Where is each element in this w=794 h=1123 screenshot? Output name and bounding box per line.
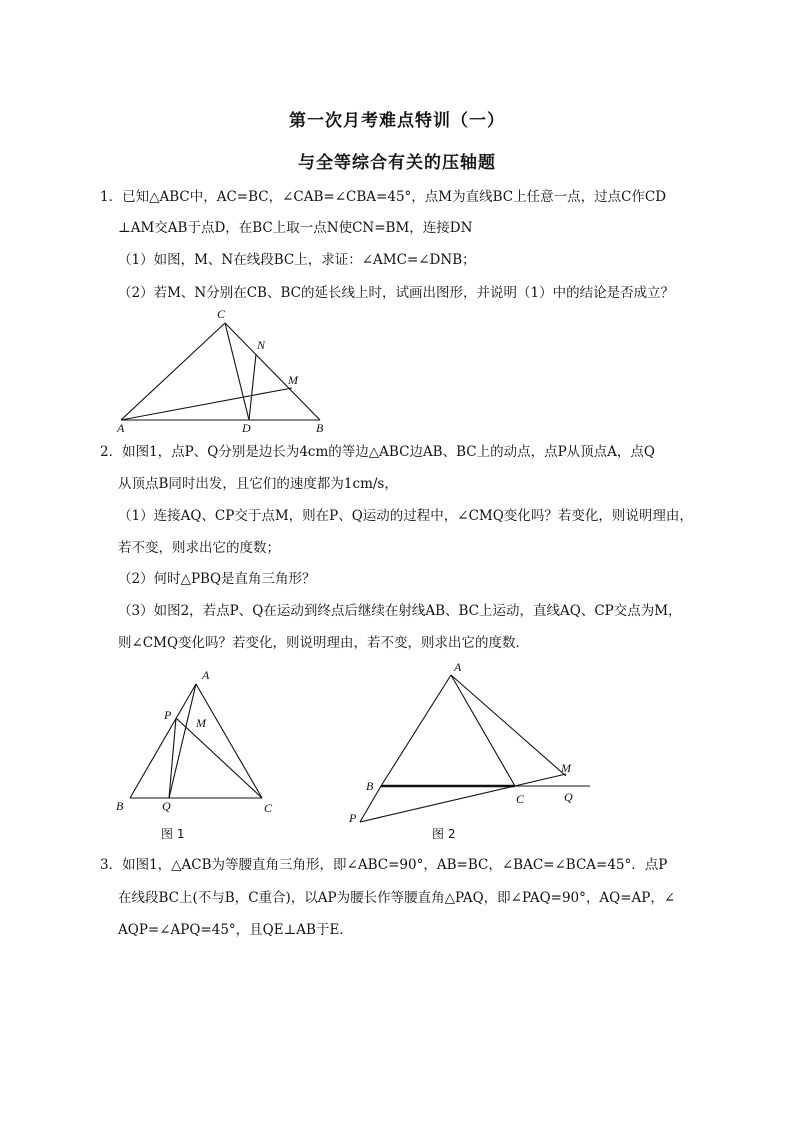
fig3-label-b: B [366, 779, 374, 793]
problem-1-part-1: （1）如图，M、N在线段BC上，求证：∠AMC=∠DNB； [118, 252, 476, 268]
fig3-label-q: Q [564, 790, 573, 804]
problem-3-line-1: 3．如图1，△ACB为等腰直角三角形，即∠ABC=90°，AB=BC，∠BAC=∠BCA=45°．点P [100, 857, 668, 873]
figure-3-lines [360, 675, 590, 822]
fig1-label-m: M [288, 373, 298, 387]
fig3-caption: 图 2 [432, 827, 456, 841]
problem-3-line-2: 在线段BC上(不与B，C重合)，以AP为腰长作等腰直角△PAQ，即∠PAQ=90°，AQ=AP，∠ [118, 890, 676, 906]
page-subtitle: 与全等综合有关的压轴题 [298, 153, 496, 173]
problem-2-part-3: （3）如图2，若点P、Q在运动到终点后继续在射线AB、BC上运动，直线AQ、CP交点为M， [118, 603, 682, 619]
problem-2-part-2: （2）何时△PBQ是直角三角形？ [118, 571, 316, 587]
problem-3-line-3: AQP=∠APQ=45°，且QE⊥AB于E． [118, 922, 353, 938]
fig2-label-b: B [116, 799, 124, 813]
fig2-label-m: M [196, 716, 206, 730]
problem-2-line-1: 2．如图1，点P、Q分别是边长为4cm的等边△ABC边AB、BC上的动点，点P从顶点A，点Q [100, 444, 655, 460]
fig3-label-c: C [516, 792, 525, 806]
fig3-label-m: M [561, 761, 571, 775]
fig3-label-a: A [454, 660, 462, 674]
fig2-label-q: Q [162, 799, 171, 813]
problem-2-line-2: 从顶点B同时出发，且它们的速度都为1cm/s， [118, 476, 398, 492]
fig1-label-b: B [316, 421, 324, 435]
fig2-label-p: P [164, 708, 172, 722]
page-title: 第一次月考难点特训（一） [289, 111, 505, 131]
problem-2-part-1: （1）连接AQ、CP交于点M，则在P、Q运动的过程中，∠CMQ变化吗？若变化，则说明理由， [118, 508, 693, 524]
fig1-label-n: N [257, 338, 266, 352]
problem-1-part-2: （2）若M、N分别在CB、BC的延长线上时，试画出图形，并说明（1）中的结论是否成立？ [118, 285, 675, 301]
fig3-label-p: P [349, 811, 357, 825]
fig2-label-c: C [264, 801, 273, 815]
problem-1-line-2: ⊥AM交AB于点D，在BC上取一点N使CN=BM，连接DN [118, 220, 473, 236]
fig1-label-a: A [117, 421, 125, 435]
fig2-label-a: A [202, 668, 210, 682]
fig2-caption: 图 1 [161, 827, 185, 841]
problem-1-line-1: 1．已知△ABC中，AC=BC，∠CAB=∠CBA=45°，点M为直线BC上任意一点，过点C作CD [100, 189, 667, 205]
problem-2-part-3-cont: 则∠CMQ变化吗？若变化，则说明理由，若不变，则求出它的度数． [118, 635, 530, 651]
fig1-label-d: D [242, 421, 251, 435]
problem-2-part-1-cont: 若不变，则求出它的度数； [118, 540, 280, 556]
fig1-label-c: C [217, 307, 226, 321]
